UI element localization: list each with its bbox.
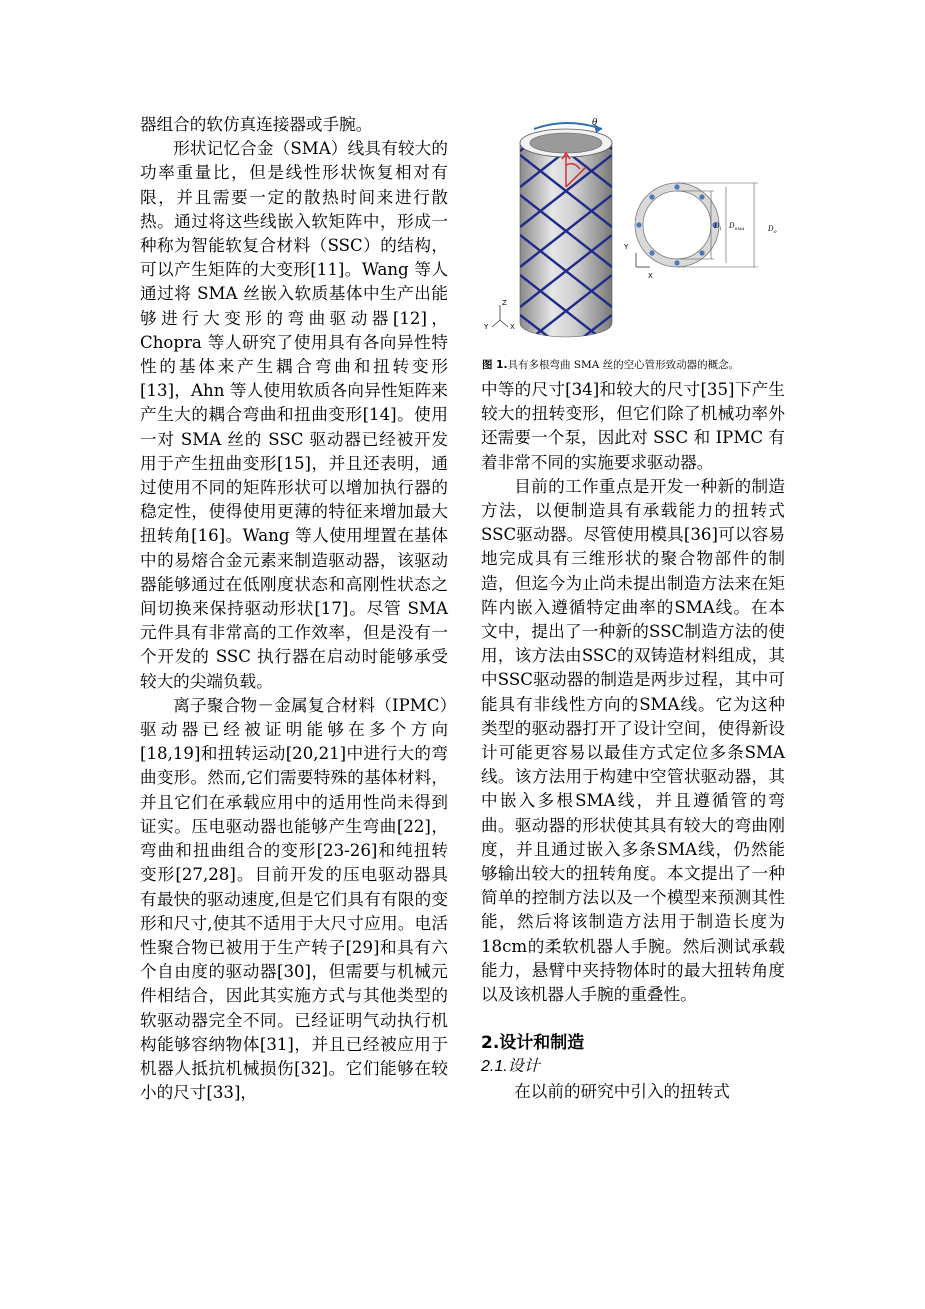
dimension-di: $D_i$ — [714, 222, 722, 232]
dimension-dsma: $D_{SMA}$ — [729, 222, 745, 231]
axis-z-label: Z — [502, 299, 507, 307]
paragraph: 离子聚合物－金属复合材料（IPMC）驱动器已经被证明能够在多个方向[18,19]和扭转运动[20,21]中进行大的弯曲变形。然而,它们需要特殊的基体材料，并且它们在承载应用中的适用性尚未得到证实。压电驱动器也能够产生弯曲[22]，弯曲和扭曲组合的变形[23-26]和纯扭转变形[27,28]。目前开发的压电驱动器具有最快的驱动速度,但是它们具有有限的变形和尺寸,使其不适用于大尺寸应用。电活性聚合物已被用于生产转子[29]和具有六个自由度的驱动器[30]，但需要与机械元件相结合，因此其实施方式与其他类型的软驱动器完全不同。已经证明气动执行机构能够容纳物体[31]，并且已经被应用于机器人抵抗机械损伤[32]。它们能够在较小的尺寸[33]， — [140, 695, 448, 1103]
axis-x-label-2d: X — [648, 272, 653, 280]
figure-1 — [482, 115, 794, 355]
dimension-do: $D_o$ — [768, 225, 777, 235]
tube-hollow — [530, 133, 602, 153]
axis-y-label-2d: Y — [624, 243, 629, 251]
axis-y-label: Y — [484, 323, 489, 331]
cross-section-inner — [643, 191, 711, 259]
paragraph: 中等的尺寸[34]和较大的尺寸[35]下产生较大的扭转变形，但它们除了机械功率外还需要一个泵，因此对 SSC 和 IPMC 有着非常不同的实施要求驱动器。 — [481, 380, 785, 472]
paragraph: 形状记忆合金（SMA）线具有较大的功率重量比，但是线性形状恢复相对有限，并且需要一定的散热时间来进行散热。通过将这些线嵌入软矩阵中，形成一种称为智能软复合材料（SSC）的结构，可以产生矩阵的大变形[11]。Wang 等人通过将 SMA 丝嵌入软质基体中生产出能够进行大变形的弯曲驱动器[12]，Chopra 等人研究了使用具有各向异性特性的基体来产生耦合弯曲和扭转变形[13]，Ahn 等人使用软质各向异性矩阵来产生大的耦合弯曲和扭曲变形[14]。使用一对 SMA 丝的 SSC 驱动器已经被开发用于产生扭曲变形[15]，并且还表明，通过使用不同的矩阵形状可以增加执行器的稳定性，使得使用更薄的特征来增加最大扭转角[16]。Wang 等人使用埋置在基体中的易熔合金元素来制造驱动器，该驱动器能够通过在低刚度状态和高刚性状态之间切换来保持驱动形状[17]。尽管 SMA 元件具有非常高的工作效率，但是没有一个开发的 SSC 执行器在启动时能够承受较大的尖端负载。 — [140, 139, 448, 691]
section-heading: 2.设计和制造 — [481, 1033, 585, 1054]
subsection-heading: 2.1.设计 — [481, 1058, 540, 1076]
caption-label: 图 1. — [482, 359, 508, 371]
caption-text: 具有多根弯曲 SMA 丝的空心管形致动器的概念。 — [507, 359, 740, 371]
figure-1-drawing — [482, 115, 794, 355]
theta-label: θ — [592, 118, 598, 128]
axis-x-label: X — [510, 323, 515, 331]
paragraph: 在以前的研究中引入的扭转式 — [514, 1081, 730, 1101]
axes-3d — [492, 305, 508, 327]
right-column — [481, 378, 785, 1104]
paragraph: 器组合的软仿真连接器或手腕。 — [140, 115, 373, 134]
paragraph: 目前的工作重点是开发一种新的制造方法，以便制造具有承载能力的扭转式SSC驱动器。尽管使用模具[36]可以容易地完成具有三维形状的聚合物部件的制造，但迄今为止尚未提出制造方法来在矩阵内嵌入遵循特定曲率的SMA线。在本文中，提出了一种新的SSC制造方法的使用，该方法由SSC的双铸造材料组成，其中SSC驱动器的制造是两步过程，其中可能具有非线性方向的SMA线。它为这种类型的驱动器打开了设计空间，使得新设计可能更容易以最佳方式定位多条SMA线。该方法用于构建中空管状驱动器，其中嵌入多根SMA线，并且遵循管的弯曲。驱动器的形状使其具有较大的弯曲刚度，并且通过嵌入多条SMA线，仍然能够输出较大的扭转角度。本文提出了一种简单的控制方法以及一个模型来预测其性能，然后将该制造方法用于制造长度为18cm的柔软机器人手腕。然后测试承载能力，悬臂中夹持物体时的最大扭转角度以及该机器人手腕的重叠性。 — [481, 476, 785, 1005]
figure-caption — [482, 358, 794, 372]
left-column — [140, 113, 448, 1105]
